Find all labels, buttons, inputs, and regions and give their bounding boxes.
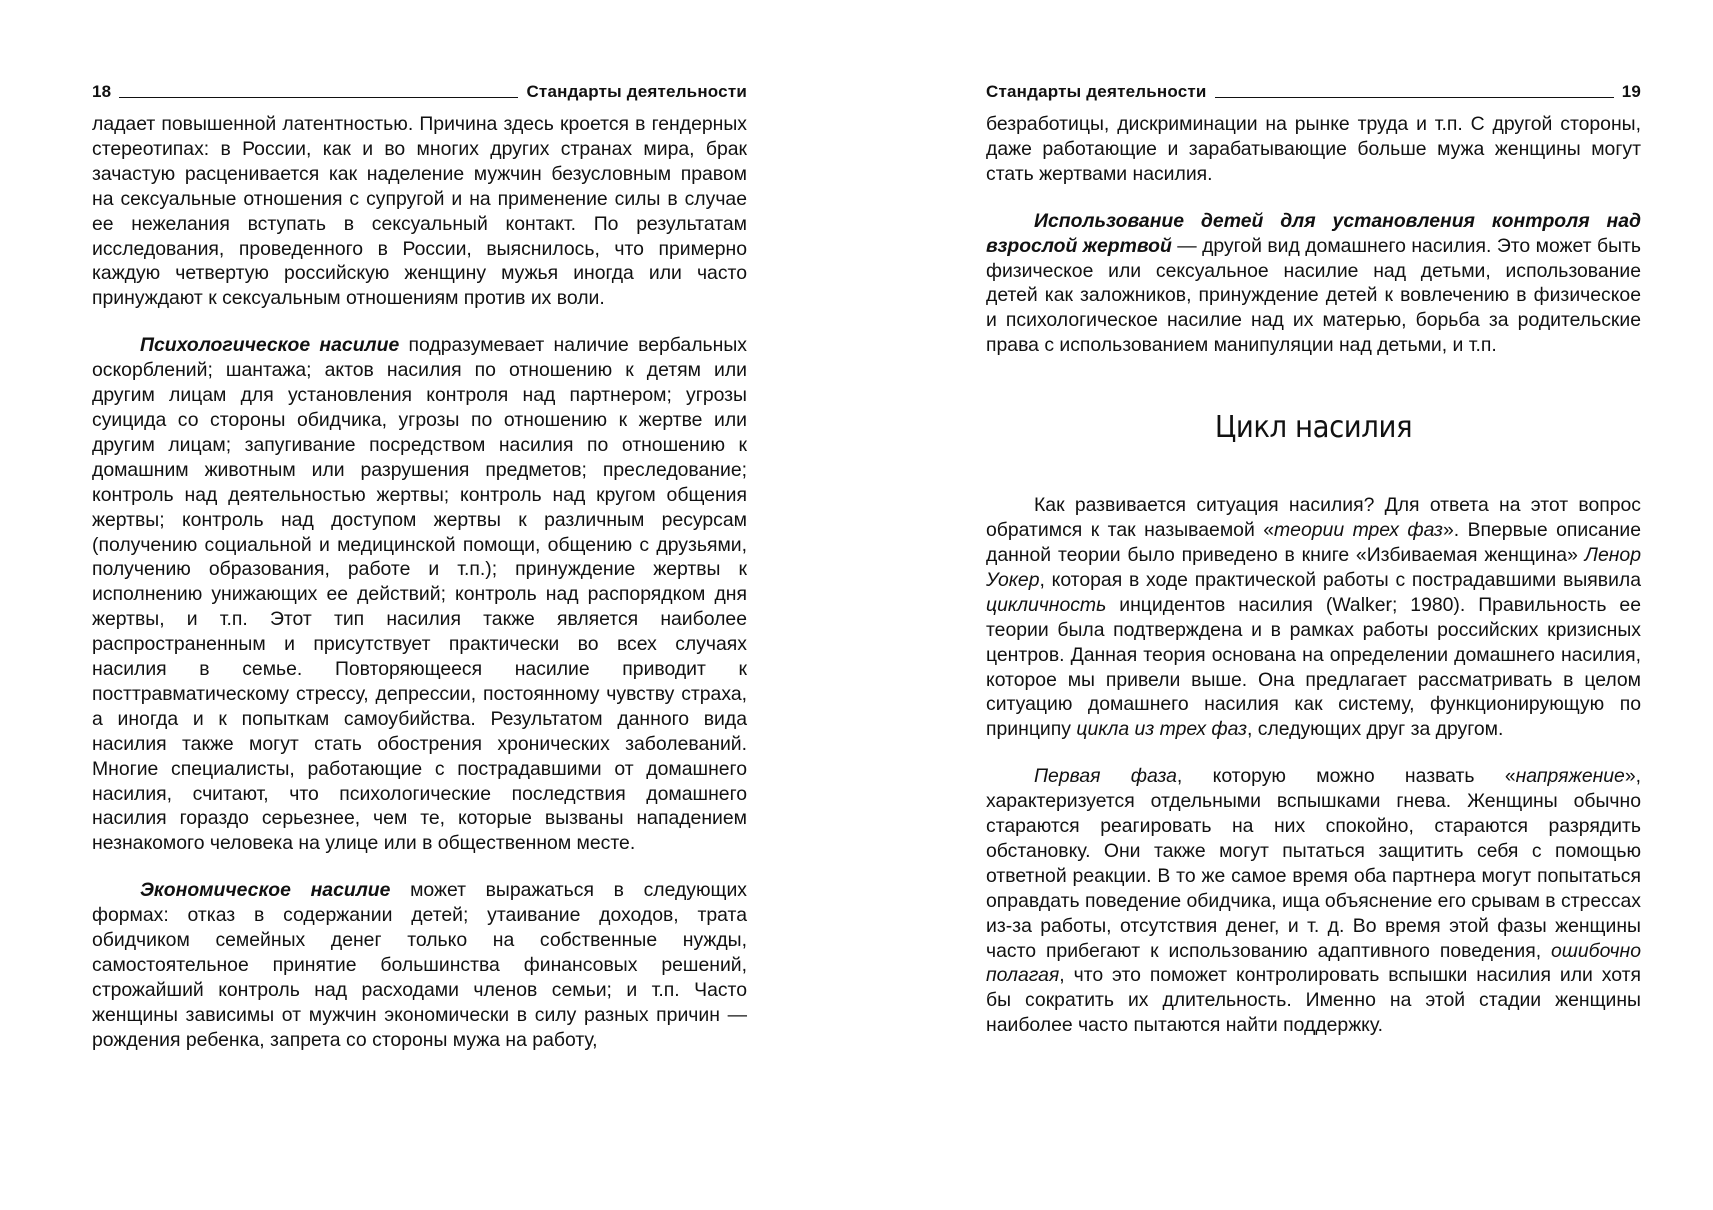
left-paragraph-1: ладает повышенной латентностью. Причина здесь кроется в гендерных стереотипах: в России, как и во многих других странах мира, брак зачастую расценивается как наделение мужчин безусловным правом на сексуальные отношения с супругой и на применение силы в случае ее нежелания вступать в сексуальный контакт. По результатам исследования, проведенного в России, выяснилось, что примерно каждую четвертую российскую женщину мужья иногда или часто принуждают к сексуальным отношениям против их воли. [92, 113, 747, 310]
cycle-text-i: , следующих друг за другом. [1246, 718, 1504, 741]
phase-text-d: », характеризуется отдельными вспышками гнева. Женщины обычно стараются реагировать на них спокойно, стараются разрядить обстановку. Они также могут пытаться защитить себя с помощью ответной реакции. В то же самое время оба партнера могут попытаться оправдать поведение обидчика, ища объяснение его срывам в стрессах из-за работы, отсутствия денег, и т. д. Во время этой фазы женщины часто прибегают к использованию адаптивного поведения, [986, 765, 1642, 962]
left-paragraph-economic [92, 878, 747, 1052]
left-header-rule [119, 97, 518, 98]
cycle-term-three-phase-cycle: цикла из трех фаз [1076, 718, 1247, 741]
left-paragraph-psychological [92, 333, 747, 856]
cycle-text-c: ». Впервые описание данной теории было приведено в книге «Избиваемая женщина» [986, 519, 1641, 566]
term-using-children: Использование детей для установления контроля над взрослой жертвой [986, 209, 1641, 257]
left-page-number: 18 [92, 82, 112, 101]
right-paragraph-1: безработицы, дискриминации на рынке труда и т.п. С другой стороны, даже работающие и зарабатывающие больше мужа женщины могут стать жертвами насилия. [986, 113, 1641, 185]
right-paragraph-first-phase [986, 764, 1641, 1038]
right-page-number: 19 [1621, 82, 1641, 101]
right-header-title: Стандарты деятельности [986, 82, 1207, 101]
phase-text-f: , что это поможет контролировать вспышки насилия или хотя бы сократить их длительность. Именно на этой стадии женщины наиболее часто пытаются найти поддержку. [986, 964, 1641, 1037]
economic-violence-text: может выражаться в следующих формах: отказ в содержании детей; утаивание доходов, трата обидчиком семейных денег только на собственные нужды, самостоятельное принятие большинства финансовых решений, строжайший контроль над расходами членов семьи; и т.п. Часто женщины зависимы от мужчин экономически в силу разных причин — рождения ребенка, запрета со стороны мужа на работу, [92, 879, 747, 1051]
left-body [92, 112, 747, 1053]
right-paragraph-children [986, 209, 1641, 358]
cycle-term-cyclicity: цикличность [986, 593, 1107, 616]
right-paragraph-cycle [986, 493, 1641, 742]
right-header-rule [1215, 97, 1614, 98]
cycle-author: Ленор Уокер [986, 543, 1641, 591]
using-children-text: — другой вид домашнего насилия. Это может быть физическое или сексуальное насилие над детьми, использование детей как заложников, принуждение детей к вовлечению в физическое и психологическое насилие над их матерью, борьба за родительские права с использованием манипуляции над детьми, и т.п. [986, 234, 1641, 357]
psychological-violence-text: подразумевает наличие вербальных оскорблений; шантажа; актов насилия по отношению к детям или другим лицам для установления контроля над партнером; угрозы суицида со стороны обидчика, угрозы по отношению к жертве или другим лицам; запугивание посредством насилия по отношению к домашним животным или разрушения предметов; преследование; контроль над деятельностью жертвы; контроль над кругом общения жертвы; контроль над доступом жертвы к различным ресурсам (получению социальной и медицинской помощи, общению с друзьями, получению образования, работе и т.п.); принуждение жертвы к исполнению унижающих ее действий; контроль над распорядком дня жертвы, и т.п. Этот тип насилия также является наиболее распространенным и присутствует практически во всех случаях насилия в семье. Повторяющееся насилие приводит к посттравматическому стрессу, депрессии, постоянному чувству страха, а иногда и к попыткам самоубийства. Результатом данного вида насилия также могут стать обострения хронических заболеваний. Многие специалисты, работающие с пострадавшими от домашнего насилия, считают, что психологические последствия домашнего насилия гораздо серьезнее, чем те, которые вызваны нападением незнакомого человека на улице или в общественном месте. [92, 334, 747, 855]
right-body [986, 112, 1641, 1038]
cycle-text-g: инцидентов насилия (Walker; 1980). Правильность ее теории была подтверждена и в рамках работы российских кризисных центров. Данная теория основана на определении домашнего насилия, которое мы привели выше. Она предлагает рассматривать в целом ситуацию домашнего насилия как систему, функционирующую по принципу [986, 593, 1641, 741]
left-running-header [92, 78, 747, 102]
left-header-title: Стандарты деятельности [526, 82, 747, 101]
phase-term-first: Первая фаза [1034, 765, 1177, 788]
phase-term-tension: напряжение [1515, 765, 1625, 788]
section-title: Цикл насилия [1214, 410, 1413, 446]
phase-text-b: , которую можно назвать « [1176, 765, 1516, 788]
phase-term-mistakenly: ошибочно полагая [986, 939, 1641, 987]
cycle-term-three-phases: теории трех фаз [1274, 519, 1443, 542]
term-psychological-violence: Психологическое насилие [140, 334, 400, 357]
right-running-header [986, 78, 1641, 102]
right-page [986, 78, 1641, 1060]
cycle-text-e: , которая в ходе практической работы с пострадавшими выявила [1039, 568, 1641, 591]
term-economic-violence: Экономическое насилие [140, 879, 391, 902]
left-page [92, 78, 747, 1075]
cycle-text-a: Как развивается ситуация насилия? Для ответа на этот вопрос обратимся к так называемой « [986, 494, 1641, 542]
